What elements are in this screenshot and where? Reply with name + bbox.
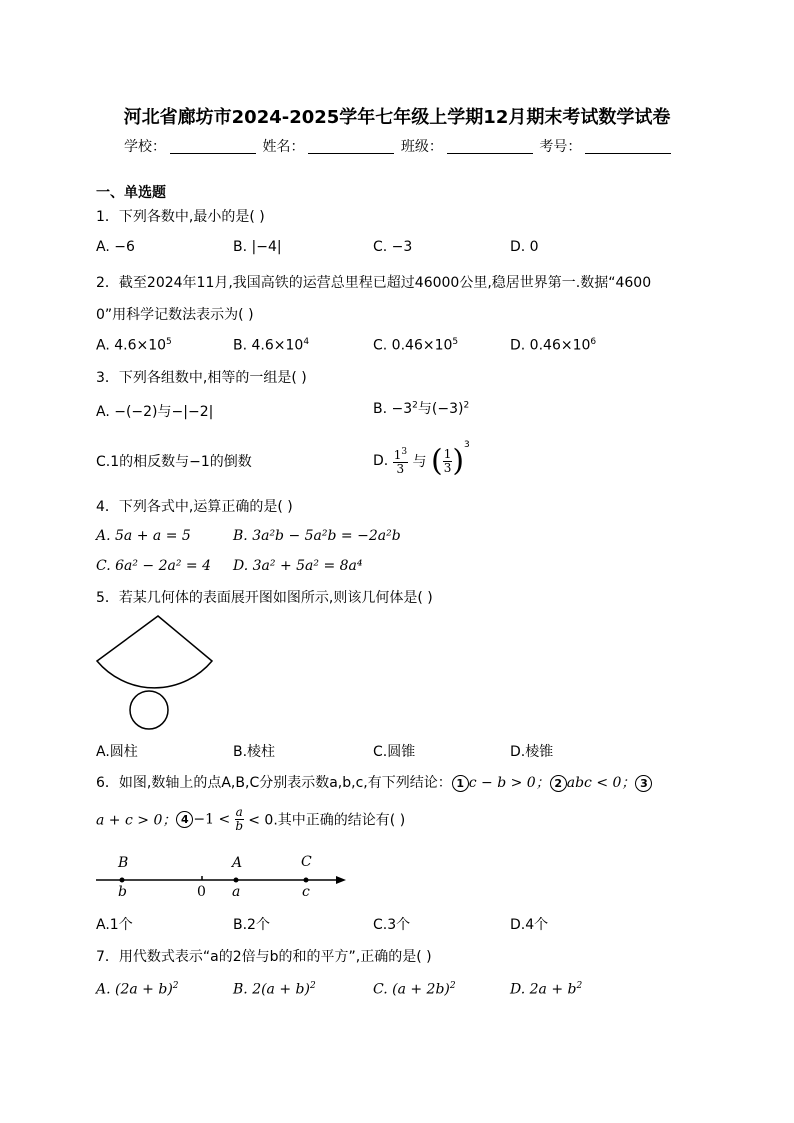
q6-option-b: B.2个 [233, 917, 270, 933]
question-5-stem: 5．若某几何体的表面展开图如图所示,则该几何体是( ) [96, 590, 433, 606]
q5-option-d: D.棱锥 [510, 744, 554, 760]
circled-2: 2 [550, 775, 567, 792]
q5-option-c: C.圆锥 [373, 744, 416, 760]
q4-option-a: A. 5a + a = 5 [96, 528, 191, 544]
q3-option-c: C.1的相反数与−1的倒数 [96, 454, 252, 470]
point-c-dot [304, 878, 309, 883]
base-circle [130, 691, 168, 729]
q2-option-b: B. $4.6\times 10^4$ [233, 337, 310, 354]
label-A: A [232, 855, 243, 871]
circled-1: 1 [452, 775, 469, 792]
student-info-line [124, 136, 673, 156]
q5-option-b: B.棱柱 [233, 744, 276, 760]
name-blank [308, 139, 394, 154]
q2-option-a: A. $4.6\times 10^5$ [96, 337, 172, 354]
question-2-stem-line1: 2．截至2024年11月,我国高铁的运营总里程已超过46000公里,稳居世界第一.数据“4600 [96, 275, 652, 291]
label-C: C [301, 854, 312, 870]
label-zero: 0 [197, 884, 206, 900]
label-c: c [302, 884, 310, 900]
point-a-dot [234, 878, 239, 883]
section-heading: 一、单选题 [96, 185, 166, 201]
question-6-stem-line1: 6．如图,数轴上的点A,B,C分别表示数a,b,c,有下列结论： 1 c − b > 0； 2 abc < 0； 3 [96, 772, 652, 792]
question-4-stem: 4．下列各式中,运算正确的是( ) [96, 499, 293, 515]
fraction-1-over-3: $\frac{1}{3}$ [443, 446, 452, 475]
circled-4: 4 [176, 811, 193, 828]
number-blank [585, 139, 671, 154]
q2-option-d: D. $0.46\times 10^6$ [510, 337, 597, 354]
school-blank [170, 139, 256, 154]
q1-option-d: D. 0 [510, 239, 539, 255]
q3-option-a: A. −(−2)与−|−2| [96, 404, 214, 420]
circled-3: 3 [635, 775, 652, 792]
q7-option-d: D. $2a + b^2$ [510, 981, 583, 998]
fraction-a-over-b: $\frac{a}{b}$ [235, 805, 244, 833]
q6-option-d: D.4个 [510, 917, 549, 933]
question-1-stem: 1．下列各数中,最小的是( ) [96, 209, 265, 225]
axis-arrow [336, 876, 346, 884]
question-7-stem: 7．用代数式表示“a的2倍与b的和的平方”,正确的是( ) [96, 949, 432, 965]
label-a: a [232, 884, 241, 900]
q7-option-b: B. $2(a + b)^2$ [233, 981, 316, 998]
q4-option-c: C. 6a² − 2a² = 4 [96, 558, 212, 574]
q3-option-d: D. $\frac{1^3}{3}$ 与 ( $\frac{1}{3}$ )$^3$ [373, 440, 470, 479]
sector-shape [97, 616, 212, 688]
q6-option-c: C.3个 [373, 917, 411, 933]
question-2-stem-line2: 0”用科学记数法表示为( ) [96, 307, 254, 323]
page-title: 河北省廊坊市2024-2025学年七年级上学期12月期末考试数学试卷 [123, 107, 671, 128]
point-b-dot [120, 878, 125, 883]
cone-net-figure [90, 610, 220, 735]
school-label: 学校： [124, 139, 166, 155]
question-3-stem: 3．下列各组数中,相等的一组是( ) [96, 370, 307, 386]
q7-option-c: C. $(a + 2b)^2$ [373, 981, 456, 998]
name-label: 姓名： [262, 139, 305, 155]
label-B: B [118, 855, 129, 871]
q5-option-a: A.圆柱 [96, 744, 138, 760]
q4-option-d: D. 3a² + 5a² = 8a⁴ [233, 558, 363, 574]
q4-option-b: B. 3a²b − 5a²b = −2a²b [233, 528, 401, 544]
q1-option-c: C. −3 [373, 239, 413, 255]
fraction-1-cubed-over-3: $\frac{1^3}{3}$ [393, 447, 408, 476]
class-blank [447, 139, 533, 154]
q6-option-a: A.1个 [96, 917, 133, 933]
question-6-stem-line2: a + c > 0； 4 −1 < $\frac{a}{b}$ < 0.其中正确的结论有( ) [96, 805, 406, 833]
q1-option-b: B. |−4| [233, 239, 282, 255]
q3-option-b: B. $-3^2$与$(-3)^2$ [373, 400, 470, 417]
label-b: b [118, 884, 127, 900]
number-label: 考号： [539, 139, 582, 155]
class-label: 班级： [400, 139, 443, 155]
q2-option-c: C. $0.46\times 10^5$ [373, 337, 459, 354]
number-line-figure [90, 850, 355, 900]
q7-option-a: A. $(2a + b)^2$ [96, 981, 179, 998]
q1-option-a: A. −6 [96, 239, 135, 255]
